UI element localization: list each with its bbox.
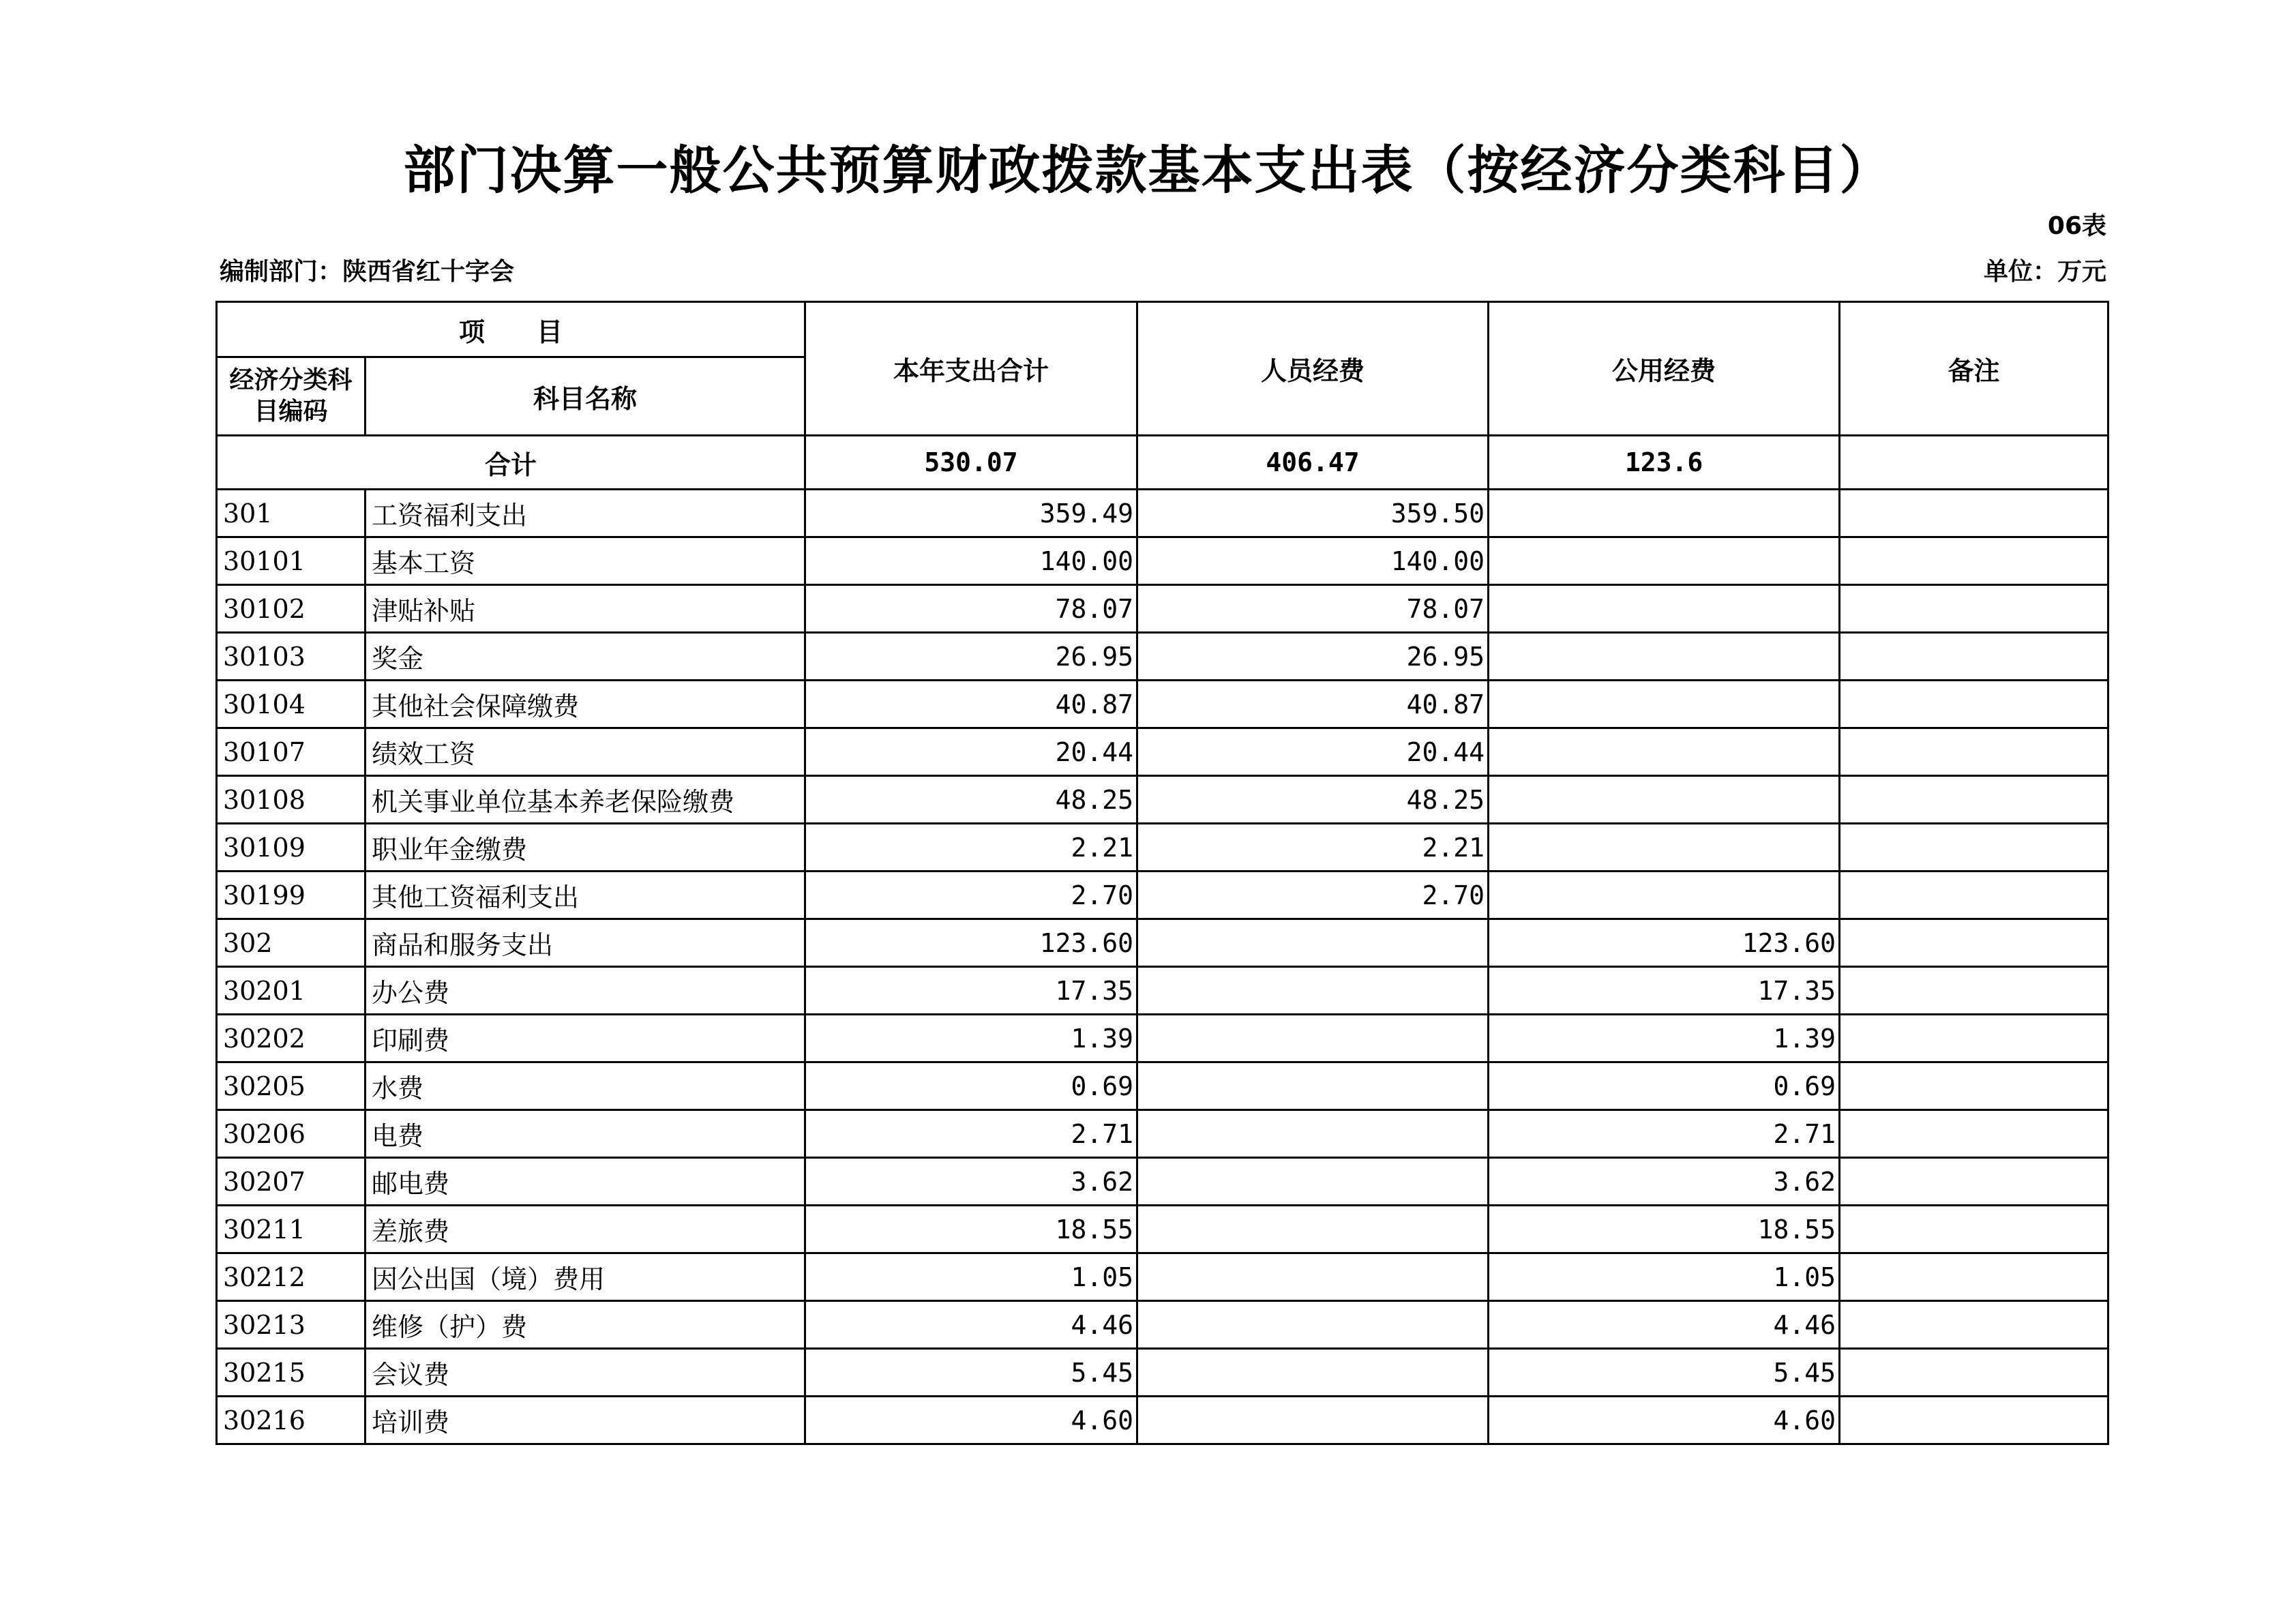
header-total: 本年支出合计 bbox=[805, 302, 1137, 436]
cell-public: 17.35 bbox=[1489, 967, 1840, 1015]
cell-public: 18.55 bbox=[1489, 1206, 1840, 1253]
cell-code: 30212 bbox=[217, 1253, 366, 1301]
total-label: 合计 bbox=[217, 436, 805, 490]
cell-code: 30213 bbox=[217, 1301, 366, 1349]
cell-name: 水费 bbox=[366, 1062, 805, 1110]
table-row bbox=[217, 681, 2108, 728]
header-name: 科目名称 bbox=[366, 357, 805, 436]
cell-name: 绩效工资 bbox=[366, 728, 805, 776]
table-row bbox=[217, 1206, 2108, 1253]
cell-total: 48.25 bbox=[805, 776, 1137, 824]
cell-code: 30102 bbox=[217, 585, 366, 633]
cell-name: 基本工资 bbox=[366, 537, 805, 585]
cell-remark bbox=[1840, 776, 2108, 824]
page-title: 部门决算一般公共预算财政拨款基本支出表（按经济分类科目） bbox=[403, 140, 1893, 200]
header-project: 项 目 bbox=[217, 302, 805, 357]
cell-name: 职业年金缴费 bbox=[366, 824, 805, 872]
table-row bbox=[217, 824, 2108, 872]
cell-personnel bbox=[1137, 1397, 1489, 1444]
table-row bbox=[217, 585, 2108, 633]
header-personnel: 人员经费 bbox=[1137, 302, 1489, 436]
cell-personnel bbox=[1137, 1062, 1489, 1110]
cell-total: 78.07 bbox=[805, 585, 1137, 633]
cell-public: 4.60 bbox=[1489, 1397, 1840, 1444]
total-personnel: 406.47 bbox=[1137, 436, 1489, 490]
header-code: 经济分类科目编码 bbox=[217, 357, 366, 436]
cell-personnel: 48.25 bbox=[1137, 776, 1489, 824]
cell-total: 2.71 bbox=[805, 1110, 1137, 1158]
cell-personnel: 78.07 bbox=[1137, 585, 1489, 633]
cell-remark bbox=[1840, 1062, 2108, 1110]
cell-remark bbox=[1840, 1110, 2108, 1158]
total-row bbox=[217, 436, 2108, 490]
table-row bbox=[217, 728, 2108, 776]
cell-name: 津贴补贴 bbox=[366, 585, 805, 633]
table-row bbox=[217, 1253, 2108, 1301]
cell-remark bbox=[1840, 728, 2108, 776]
cell-code: 30202 bbox=[217, 1015, 366, 1062]
cell-remark bbox=[1840, 967, 2108, 1015]
cell-total: 17.35 bbox=[805, 967, 1137, 1015]
table-row bbox=[217, 776, 2108, 824]
table-row bbox=[217, 1015, 2108, 1062]
cell-public bbox=[1489, 537, 1840, 585]
compiling-department: 编制部门：陕西省红十字会 bbox=[220, 258, 515, 286]
cell-name: 因公出国（境）费用 bbox=[366, 1253, 805, 1301]
cell-public: 1.05 bbox=[1489, 1253, 1840, 1301]
table-row bbox=[217, 1349, 2108, 1397]
table-row bbox=[217, 1158, 2108, 1206]
cell-public bbox=[1489, 824, 1840, 872]
cell-code: 30211 bbox=[217, 1206, 366, 1253]
cell-public bbox=[1489, 633, 1840, 681]
table-row bbox=[217, 1301, 2108, 1349]
expenditure-table bbox=[215, 301, 2109, 1445]
cell-total: 18.55 bbox=[805, 1206, 1137, 1253]
cell-remark bbox=[1840, 1397, 2108, 1444]
cell-name: 维修（护）费 bbox=[366, 1301, 805, 1349]
cell-remark bbox=[1840, 1206, 2108, 1253]
cell-code: 30104 bbox=[217, 681, 366, 728]
cell-personnel: 2.21 bbox=[1137, 824, 1489, 872]
cell-remark bbox=[1840, 633, 2108, 681]
cell-code: 30101 bbox=[217, 537, 366, 585]
cell-personnel bbox=[1137, 919, 1489, 967]
cell-public: 2.71 bbox=[1489, 1110, 1840, 1158]
cell-code: 302 bbox=[217, 919, 366, 967]
table-row bbox=[217, 872, 2108, 919]
cell-total: 1.39 bbox=[805, 1015, 1137, 1062]
cell-total: 2.21 bbox=[805, 824, 1137, 872]
cell-code: 30103 bbox=[217, 633, 366, 681]
cell-public bbox=[1489, 872, 1840, 919]
cell-personnel: 140.00 bbox=[1137, 537, 1489, 585]
cell-remark bbox=[1840, 1158, 2108, 1206]
cell-name: 会议费 bbox=[366, 1349, 805, 1397]
cell-code: 30201 bbox=[217, 967, 366, 1015]
cell-public bbox=[1489, 585, 1840, 633]
cell-name: 培训费 bbox=[366, 1397, 805, 1444]
cell-public bbox=[1489, 776, 1840, 824]
cell-personnel bbox=[1137, 1253, 1489, 1301]
header-row-1 bbox=[217, 302, 2108, 357]
cell-personnel: 2.70 bbox=[1137, 872, 1489, 919]
cell-total: 359.49 bbox=[805, 490, 1137, 537]
cell-total: 3.62 bbox=[805, 1158, 1137, 1206]
total-total: 530.07 bbox=[805, 436, 1137, 490]
cell-personnel bbox=[1137, 1015, 1489, 1062]
cell-name: 印刷费 bbox=[366, 1015, 805, 1062]
cell-public bbox=[1489, 490, 1840, 537]
table-row bbox=[217, 1397, 2108, 1444]
cell-remark bbox=[1840, 1015, 2108, 1062]
cell-code: 30199 bbox=[217, 872, 366, 919]
cell-remark bbox=[1840, 872, 2108, 919]
cell-personnel: 20.44 bbox=[1137, 728, 1489, 776]
cell-name: 工资福利支出 bbox=[366, 490, 805, 537]
table-row bbox=[217, 633, 2108, 681]
cell-name: 差旅费 bbox=[366, 1206, 805, 1253]
header-public: 公用经费 bbox=[1489, 302, 1840, 436]
cell-public: 123.60 bbox=[1489, 919, 1840, 967]
cell-total: 2.70 bbox=[805, 872, 1137, 919]
cell-remark bbox=[1840, 1301, 2108, 1349]
cell-public: 3.62 bbox=[1489, 1158, 1840, 1206]
cell-remark bbox=[1840, 1349, 2108, 1397]
cell-code: 301 bbox=[217, 490, 366, 537]
table-row bbox=[217, 490, 2108, 537]
cell-name: 机关事业单位基本养老保险缴费 bbox=[366, 776, 805, 824]
cell-remark bbox=[1840, 585, 2108, 633]
cell-remark bbox=[1840, 537, 2108, 585]
cell-name: 其他工资福利支出 bbox=[366, 872, 805, 919]
cell-public bbox=[1489, 728, 1840, 776]
cell-code: 30107 bbox=[217, 728, 366, 776]
cell-public: 1.39 bbox=[1489, 1015, 1840, 1062]
cell-remark bbox=[1840, 681, 2108, 728]
cell-name: 其他社会保障缴费 bbox=[366, 681, 805, 728]
cell-total: 26.95 bbox=[805, 633, 1137, 681]
cell-personnel bbox=[1137, 1110, 1489, 1158]
cell-remark bbox=[1840, 1253, 2108, 1301]
cell-code: 30215 bbox=[217, 1349, 366, 1397]
cell-code: 30207 bbox=[217, 1158, 366, 1206]
cell-personnel: 359.50 bbox=[1137, 490, 1489, 537]
unit-label: 单位：万元 bbox=[1983, 258, 2106, 286]
cell-personnel bbox=[1137, 1158, 1489, 1206]
cell-public: 4.46 bbox=[1489, 1301, 1840, 1349]
table-row bbox=[217, 537, 2108, 585]
cell-personnel bbox=[1137, 1301, 1489, 1349]
cell-code: 30206 bbox=[217, 1110, 366, 1158]
cell-personnel: 40.87 bbox=[1137, 681, 1489, 728]
total-public: 123.6 bbox=[1489, 436, 1840, 490]
cell-name: 奖金 bbox=[366, 633, 805, 681]
cell-name: 邮电费 bbox=[366, 1158, 805, 1206]
cell-code: 30205 bbox=[217, 1062, 366, 1110]
cell-code: 30108 bbox=[217, 776, 366, 824]
cell-total: 4.46 bbox=[805, 1301, 1137, 1349]
total-remark bbox=[1840, 436, 2108, 490]
cell-name: 办公费 bbox=[366, 967, 805, 1015]
table-row bbox=[217, 1062, 2108, 1110]
cell-name: 商品和服务支出 bbox=[366, 919, 805, 967]
cell-code: 30216 bbox=[217, 1397, 366, 1444]
cell-code: 30109 bbox=[217, 824, 366, 872]
cell-remark bbox=[1840, 824, 2108, 872]
cell-remark bbox=[1840, 490, 2108, 537]
cell-total: 0.69 bbox=[805, 1062, 1137, 1110]
cell-total: 4.60 bbox=[805, 1397, 1137, 1444]
cell-personnel: 26.95 bbox=[1137, 633, 1489, 681]
cell-total: 123.60 bbox=[805, 919, 1137, 967]
cell-public bbox=[1489, 681, 1840, 728]
cell-name: 电费 bbox=[366, 1110, 805, 1158]
cell-total: 40.87 bbox=[805, 681, 1137, 728]
cell-personnel bbox=[1137, 1206, 1489, 1253]
table-number: 06表 bbox=[2047, 212, 2106, 240]
cell-total: 140.00 bbox=[805, 537, 1137, 585]
table-row bbox=[217, 919, 2108, 967]
table-row bbox=[217, 967, 2108, 1015]
cell-personnel bbox=[1137, 967, 1489, 1015]
table-row bbox=[217, 1110, 2108, 1158]
cell-personnel bbox=[1137, 1349, 1489, 1397]
cell-total: 20.44 bbox=[805, 728, 1137, 776]
cell-remark bbox=[1840, 919, 2108, 967]
cell-total: 5.45 bbox=[805, 1349, 1137, 1397]
cell-total: 1.05 bbox=[805, 1253, 1137, 1301]
cell-public: 0.69 bbox=[1489, 1062, 1840, 1110]
header-remark: 备注 bbox=[1840, 302, 2108, 436]
cell-public: 5.45 bbox=[1489, 1349, 1840, 1397]
